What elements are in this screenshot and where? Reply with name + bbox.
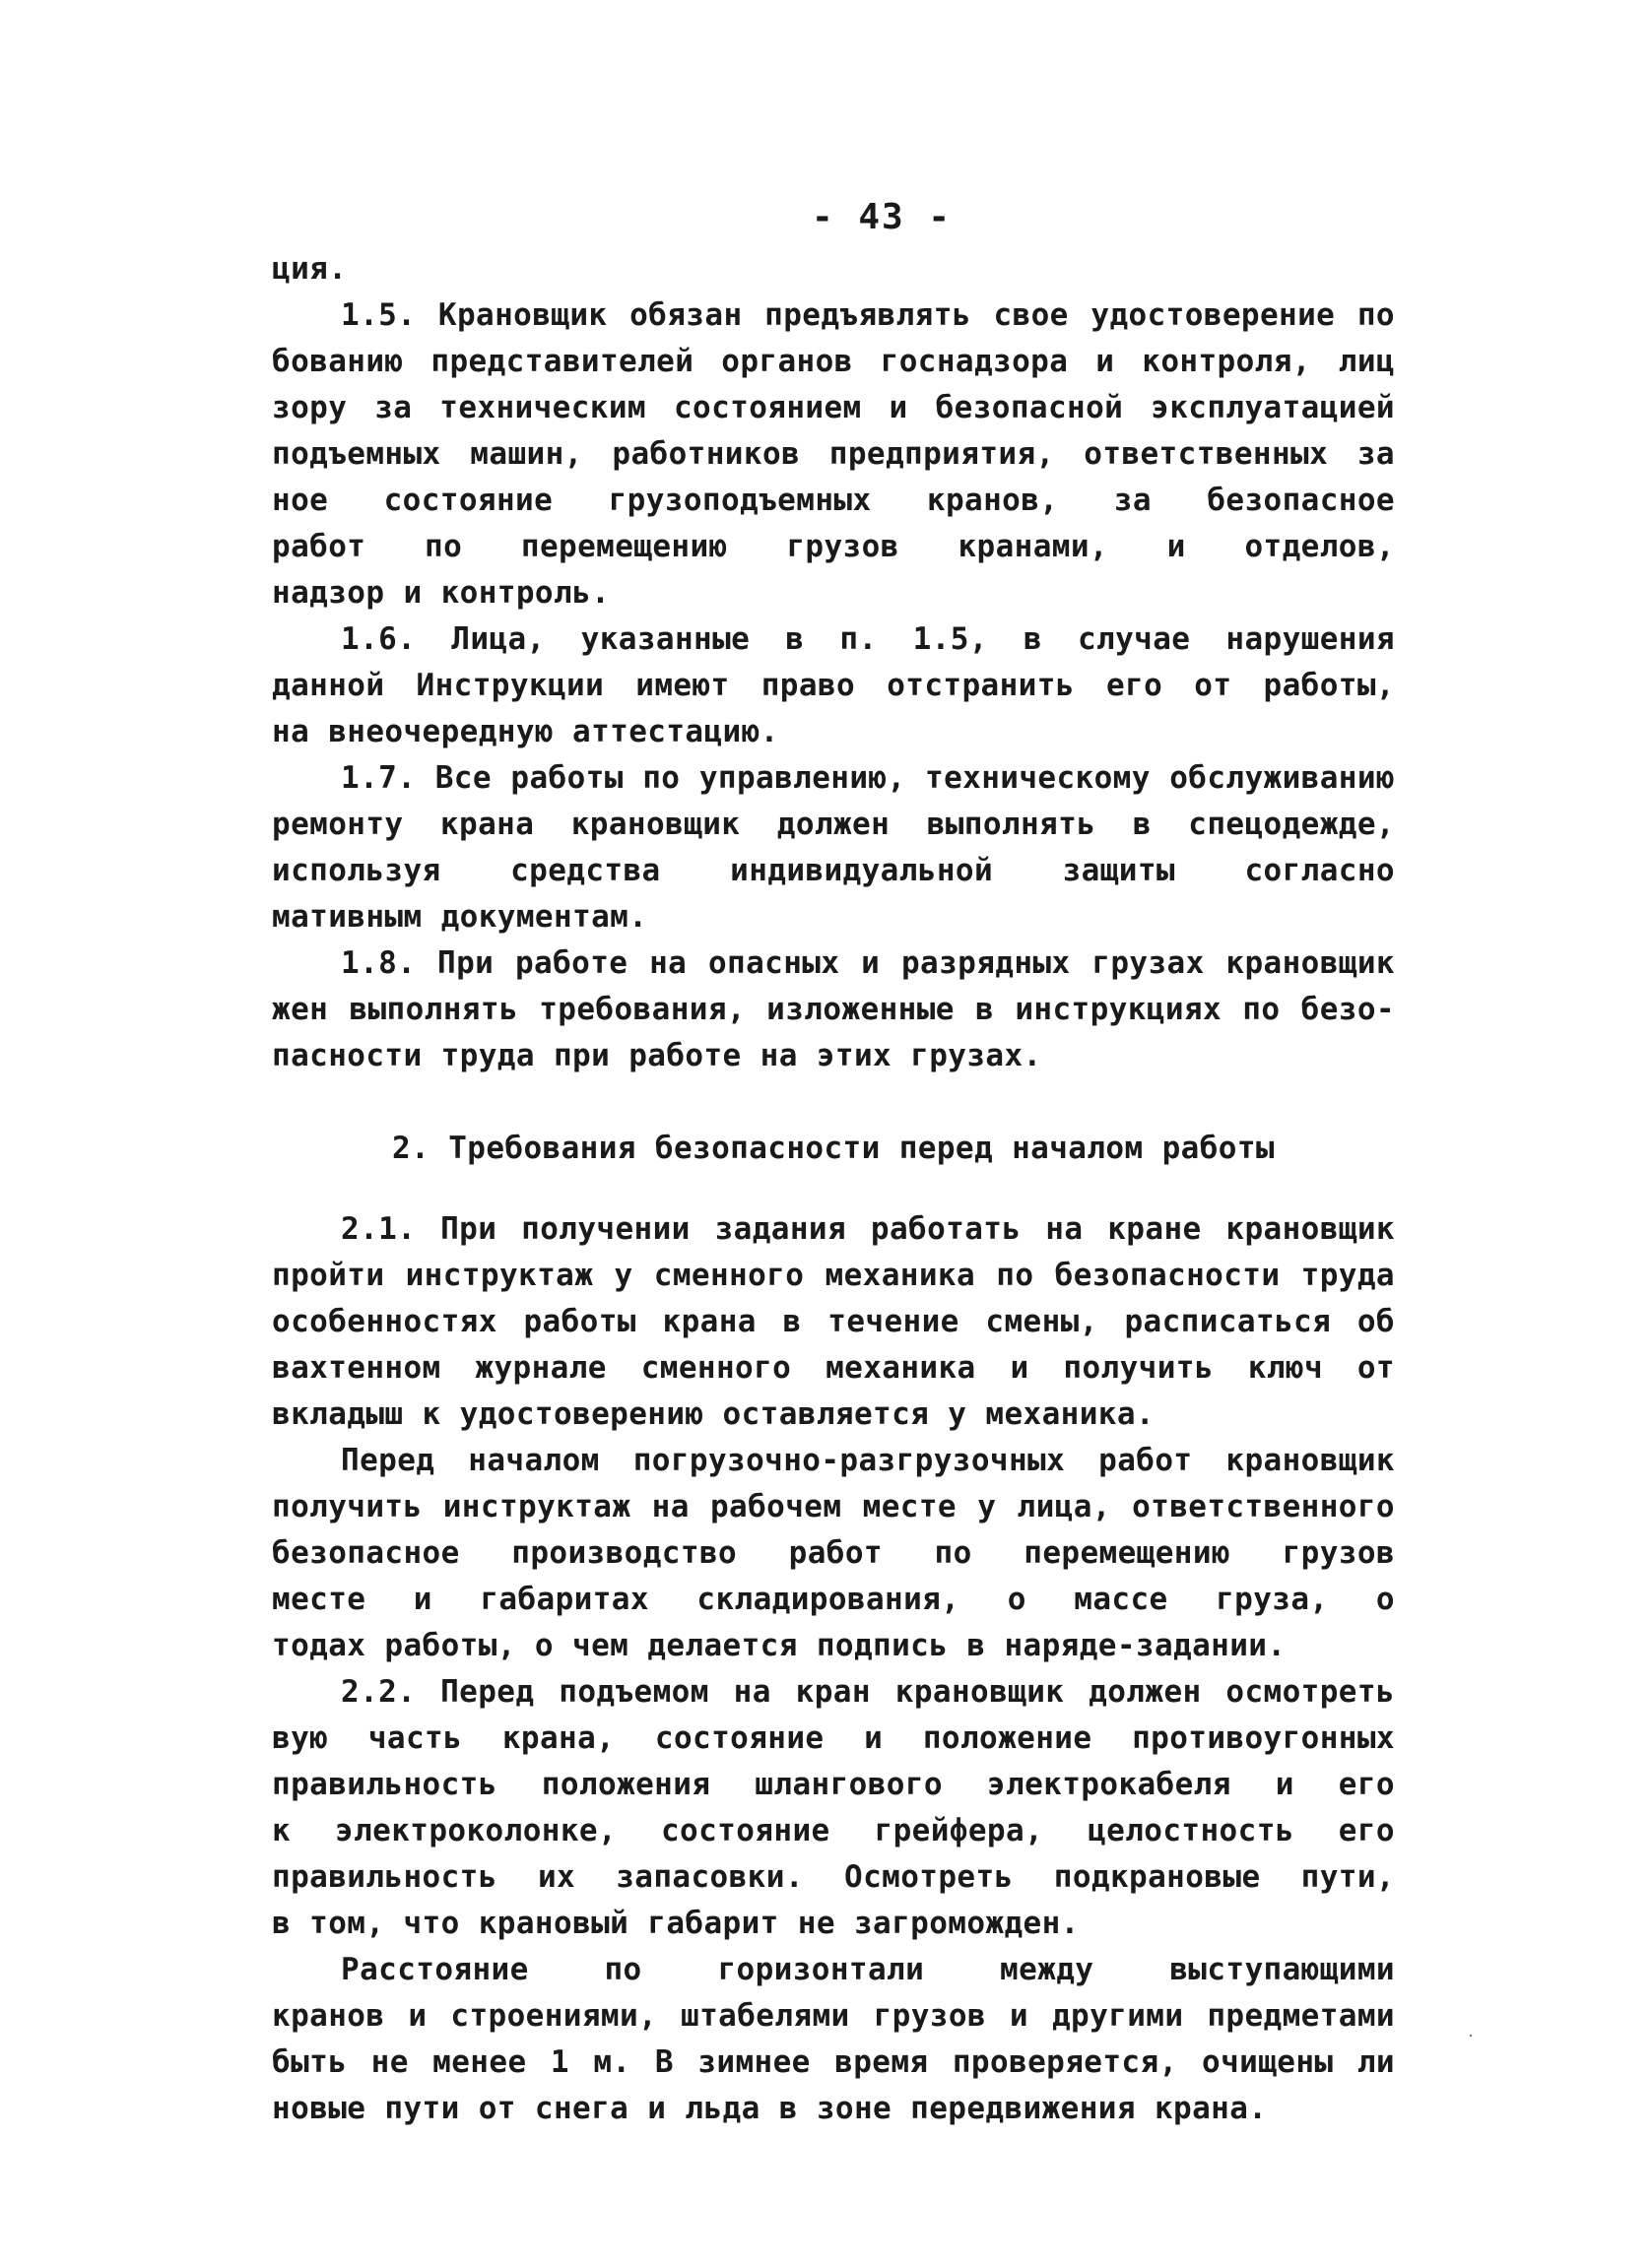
text-line: 2.2. Перед подъемом на кран крановщик должен осмотреть [341,1674,1395,1710]
text-line: месте и габаритах складирования, о массе груза, о [272,1582,1395,1617]
text-line: 1.5. Крановщик обязан предъявлять свое удостоверение по [341,297,1395,333]
text-line: ное состояние грузоподъемных кранов, за безопасное [272,483,1395,518]
text-line: к электроколонке, состояние грейфера, целостность его [272,1813,1395,1848]
text-line: получить инструктаж на рабочем месте у лица, ответственного [272,1489,1395,1524]
text-line: ция. [272,251,348,287]
section-1-text [272,246,1395,1079]
section-2-text [272,1206,1395,2132]
text-line: 1.7. Все работы по управлению, техническому обслуживанию [341,760,1395,796]
text-line: в том, что крановый габарит не загроможден. [272,1906,1080,1941]
text-line: бованию представителей органов госнадзора и контроля, лиц [272,344,1395,379]
text-line: особенностях работы крана в течение смены, расписаться об [272,1304,1395,1339]
text-line: вую часть крана, состояние и положение противоугонных [272,1720,1395,1756]
text-line: данной Инструкции имеют право отстранить его от работы, [272,668,1395,703]
text-line: быть не менее 1 м. В зимнее время проверяется, очищены ли [272,2044,1395,2080]
text-line: работ по перемещению грузов кранами, и отделов, [272,529,1395,564]
text-line: безопасное производство работ по перемещению грузов [272,1535,1395,1571]
text-line: новые пути от снега и льда в зоне передвижения крана. [272,2091,1268,2126]
text-line: подъемных машин, работников предприятия, ответственных за [272,436,1395,472]
section-2-heading: 2. Требования безопасности перед началом работы [392,1131,1275,1166]
text-line: мативным документам. [272,899,648,935]
text-line: тодах работы, о чем делается подпись в наряде-задании. [272,1628,1287,1663]
text-line: правильность положения шлангового электрокабеля и его [272,1767,1395,1802]
text-line: надзор и контроль. [272,575,611,611]
text-line: правильность их запасовки. Осмотреть подкрановые пути, [272,1859,1395,1895]
text-line: пройти инструктаж у сменного механика по безопасности труда [272,1258,1395,1293]
page-number: - 43 - [811,197,953,237]
text-line: пасности труда при работе на этих грузах. [272,1038,1042,1073]
text-line: зору за техническим состоянием и безопасной эксплуатацией [272,390,1395,425]
text-line: на внеочередную аттестацию. [272,714,779,749]
text-line: Расстояние по горизонтали между выступающими [341,1952,1395,1987]
text-line: 2.1. При получении задания работать на кране крановщик [341,1211,1395,1247]
text-line: Перед началом погрузочно-разгрузочных работ крановщик [341,1443,1395,1478]
text-line: 1.8. При работе на опасных и разрядных грузах крановщик [341,945,1395,981]
text-line: ремонту крана крановщик должен выполнять в спецодежде, [272,807,1395,842]
text-line: используя средства индивидуальной защиты согласно [272,853,1395,888]
text-line: вкладыш к удостоверению оставляется у механика. [272,1396,1155,1432]
text-line: кранов и строениями, штабелями грузов и другими предметами [272,1998,1395,2034]
margin-speck [1470,2035,1472,2037]
text-line: вахтенном журнале сменного механика и получить ключ от [272,1350,1395,1386]
text-line: жен выполнять требования, изложенные в инструкциях по безо- [272,992,1395,1027]
text-line: 1.6. Лица, указанные в п. 1.5, в случае нарушения [341,621,1395,657]
